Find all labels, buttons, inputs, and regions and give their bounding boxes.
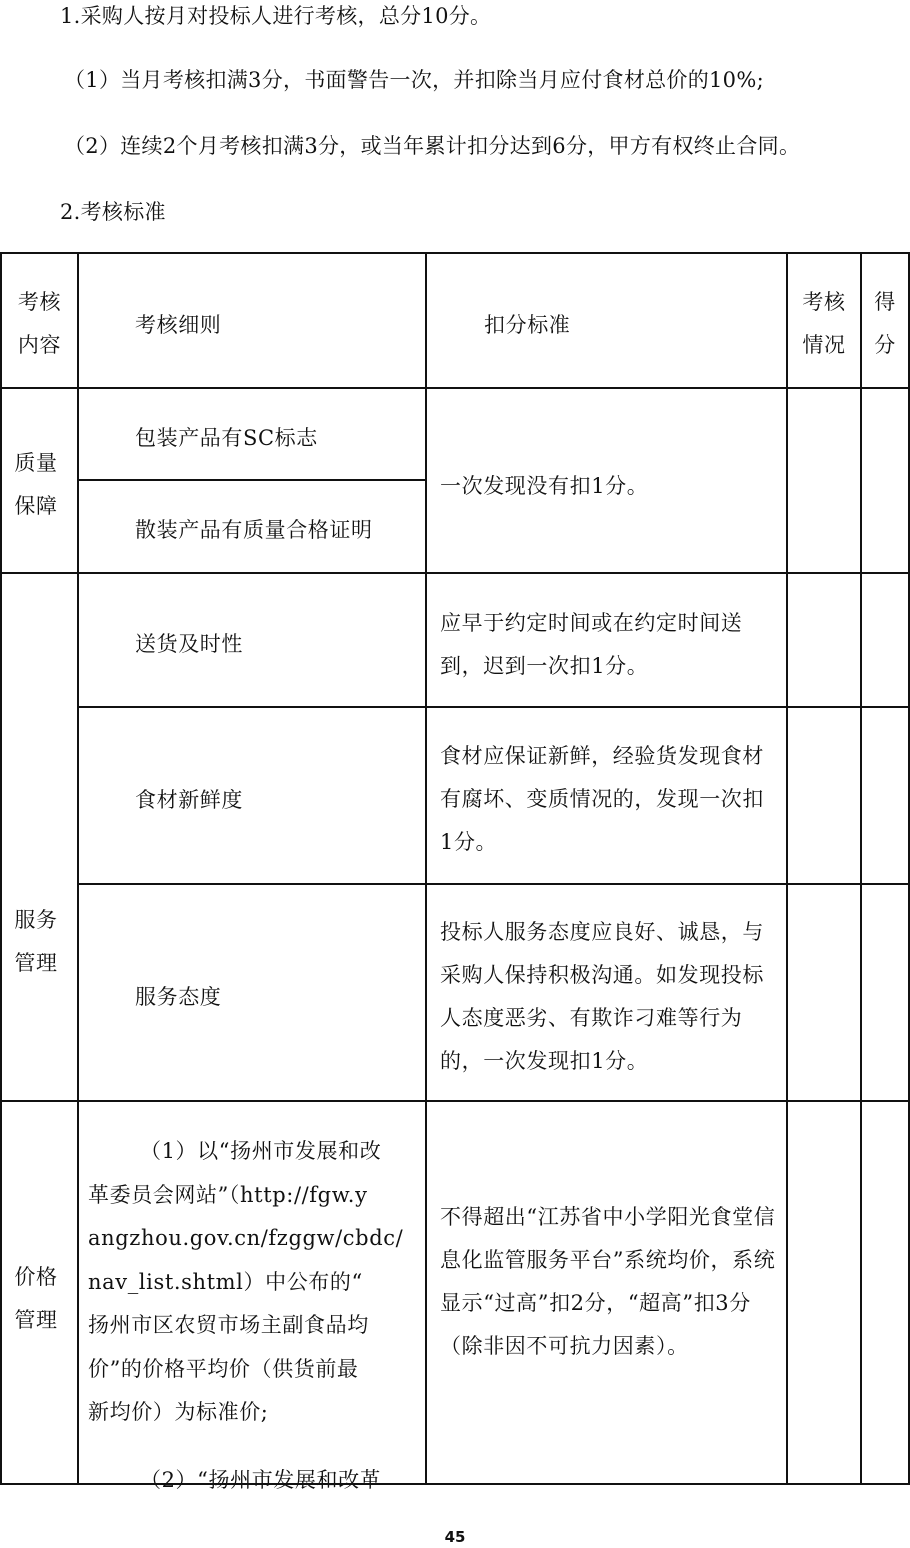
- header-assessment-content: [2, 281, 77, 367]
- intro-line-1: 1.采购人按月对投标人进行考核，总分10分。: [60, 4, 492, 28]
- header-text: 分: [874, 333, 896, 357]
- header-text: 考核: [802, 290, 846, 314]
- intro-line-4: 2.考核标准: [60, 200, 166, 224]
- rule-line: angzhou.gov.cn/fzggw/cbdc/: [88, 1226, 404, 1250]
- header-text: 内容: [17, 333, 62, 357]
- standard-quality: 一次发现没有扣1分。: [440, 474, 649, 498]
- category-text: 管理: [14, 1308, 58, 1332]
- category-text: 服务: [14, 908, 58, 932]
- category-service: [2, 899, 70, 985]
- category-text: 价格: [14, 1265, 58, 1289]
- table-border: [0, 572, 910, 574]
- header-text: 情况: [802, 333, 846, 357]
- rule-service-attitude: 服务态度: [135, 985, 222, 1009]
- table-border: [425, 252, 427, 1485]
- header-text: 得: [874, 290, 896, 314]
- table-border: [0, 1100, 910, 1102]
- rule-line: 价”的价格平均价（供货前最: [88, 1356, 359, 1381]
- header-assessment-rules: 考核细则: [135, 313, 222, 337]
- rule-price-standard: [88, 1130, 422, 1502]
- table-border: [77, 252, 79, 1485]
- rule-line: 扬州市区农贸市场主副食品均: [88, 1313, 369, 1337]
- intro-line-3: （2）连续2个月考核扣满3分，或当年累计扣分达到6分，甲方有权终止合同。: [64, 134, 801, 158]
- category-price: [2, 1256, 70, 1342]
- rule-line: （2）“扬州市发展和改革: [140, 1467, 382, 1492]
- category-quality: [2, 442, 70, 528]
- rule-sc-mark: 包装产品有SC标志: [135, 426, 318, 450]
- rule-food-freshness: 食材新鲜度: [135, 788, 243, 812]
- category-text: 保障: [14, 494, 58, 518]
- table-border: [860, 252, 862, 1485]
- rule-line: nav_list.shtml）中公布的“: [88, 1269, 363, 1294]
- category-text: 管理: [14, 951, 58, 975]
- page-number: 45: [444, 1528, 466, 1546]
- standard-delivery: 应早于约定时间或在约定时间送到，迟到一次扣1分。: [440, 611, 743, 678]
- standard-price: 不得超出“江苏省中小学阳光食堂信息化监管服务平台”系统均价，系统显示“过高”扣2分，“超高”扣3分（除非因不可抗力因素）。: [440, 1205, 776, 1358]
- header-text: 考核: [17, 290, 62, 314]
- header-deduction-standard: 扣分标准: [484, 313, 571, 337]
- intro-line-2: （1）当月考核扣满3分，书面警告一次，并扣除当月应付食材总价的10%;: [64, 68, 764, 92]
- rule-line: 新均价）为标准价;: [88, 1400, 269, 1424]
- assessment-table: [0, 252, 910, 1492]
- header-score: [862, 281, 908, 367]
- rule-quality-certificate: 散装产品有质量合格证明: [135, 518, 373, 542]
- table-border: [0, 252, 910, 254]
- table-border: [78, 479, 426, 481]
- table-border: [0, 387, 910, 389]
- header-assessment-situation: [788, 281, 860, 367]
- table-border: [786, 252, 788, 1485]
- rule-line: （1）以“扬州市发展和改: [140, 1139, 382, 1163]
- rule-delivery-timeliness: 送货及时性: [135, 632, 243, 656]
- standard-attitude: 投标人服务态度应良好、诚恳，与采购人保持积极沟通。如发现投标人态度恶劣、有欺诈刁难等行为的，一次发现扣1分。: [440, 920, 764, 1073]
- rule-line: 革委员会网站”（http://fgw.y: [88, 1182, 368, 1207]
- category-text: 质量: [14, 451, 58, 475]
- standard-freshness: 食材应保证新鲜，经验货发现食材有腐坏、变质情况的，发现一次扣1分。: [440, 744, 764, 854]
